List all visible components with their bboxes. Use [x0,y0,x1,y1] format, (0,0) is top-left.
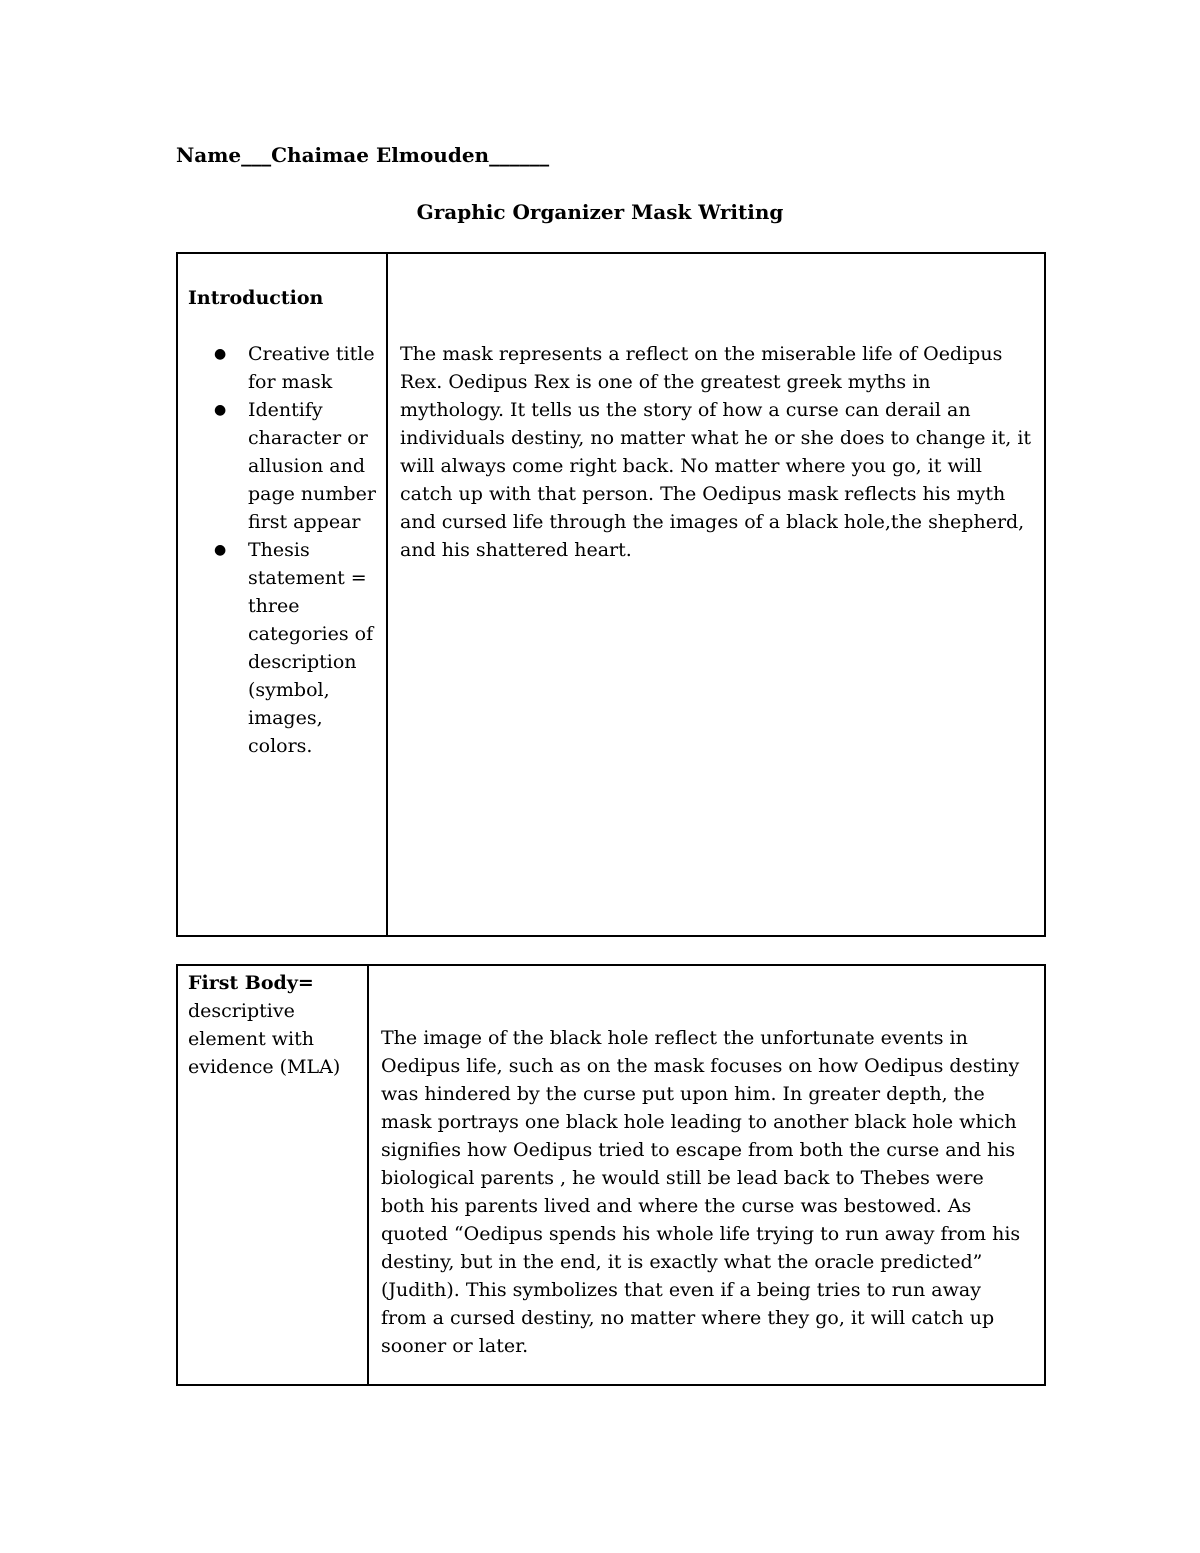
introduction-response-text: The mask represents a reflect on the miserable life of Oedipus Rex. Oedipus Rex is one of the greatest greek myths in mythology. It tells us the story of how a curse can derail an individuals destiny, no matter what he or she does to change it, it will always come right back. No matter where you go, it will catch up with that person. The Oedipus mask reflects his myth and cursed life through the images of a black hole,the shepherd, and his shattered heart. [400,343,1032,561]
bullet-thesis-statement: ● Thesis statement = three categories of description (symbol, images, colors. [188,536,376,760]
introduction-prompt-cell [178,254,388,935]
first-body-response-cell [369,966,1044,1384]
introduction-bullet-list [188,340,376,760]
first-body-description: descriptive element with evidence (MLA) [188,1000,341,1078]
student-name-line: Name___Chaimae Elmouden______ [176,143,550,167]
first-body-heading: First Body= [188,972,314,994]
introduction-response-cell [388,254,1044,935]
bullet-creative-title: ● Creative title for mask [188,340,376,396]
first-body-response-text: The image of the black hole reflect the unfortunate events in Oedipus life, such as on the mask focuses on how Oedipus destiny was hindered by the curse put upon him. In greater depth, the mask portrays one black hole leading to another black hole which signifies how Oedipus tried to escape from both the curse and his biological parents , he would still be lead back to Thebes were both his parents lived and where the curse was bestowed. As quoted “Oedipus spends his whole life trying to run away from his destiny, but in the end, it is exactly what the oracle predicted” (Judith). This symbolizes that even if a being tries to run away from a cursed destiny, no matter where they go, it will catch up sooner or later. [381,1027,1021,1357]
first-body-prompt-cell [178,966,369,1384]
introduction-heading: Introduction [188,287,324,309]
introduction-table [176,252,1046,937]
first-body-table [176,964,1046,1386]
bullet-identify-character: ● Identify character or allusion and page number first appear [188,396,376,536]
document-title: Graphic Organizer Mask Writing [416,200,784,224]
